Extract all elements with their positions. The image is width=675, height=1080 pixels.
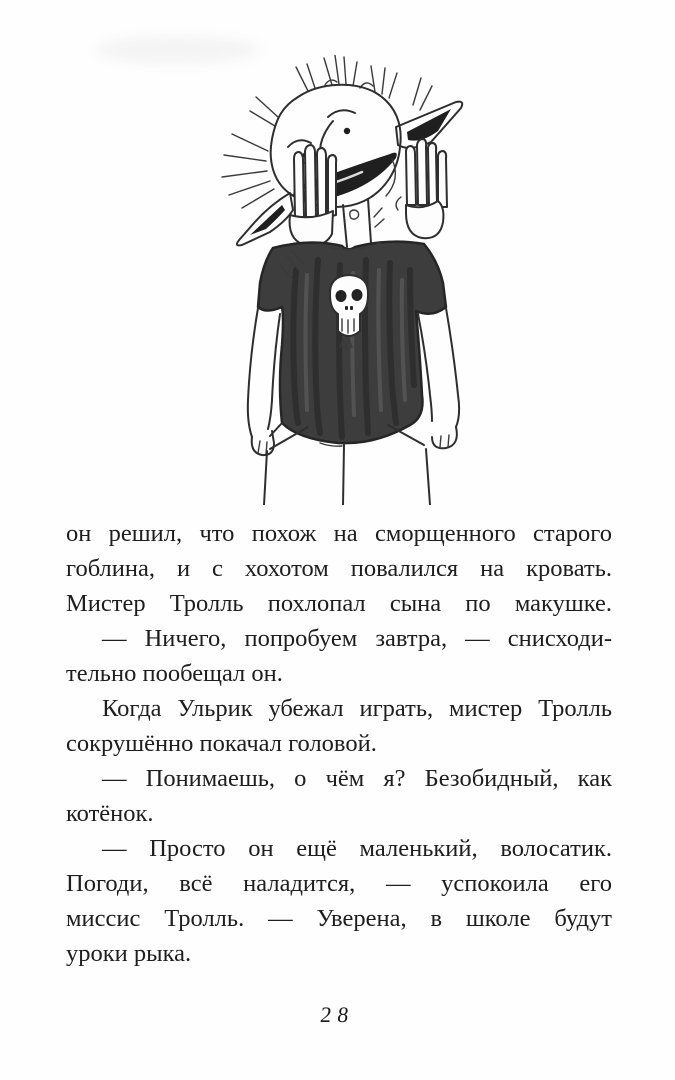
right-arm [418,308,459,448]
right-hand [396,139,447,238]
hair-tufts [250,55,432,126]
right-eyebrow [328,110,355,117]
text-line: миссис Тролль. — Уверена, в школе будут [66,905,612,932]
whiskers [222,134,274,208]
text-line: Погоди, всё наладится, — успокоила его [66,870,612,897]
text-line: котёнок. [66,800,154,827]
paragraph-4 [66,761,612,831]
text-line: гоблина, и с хохотом повалился на кровать. [66,555,612,582]
text-line: Когда Ульрик убежал играть, мистер Тролль [102,695,612,722]
right-eye [344,128,350,134]
text-line: он решил, что похож на сморщенного старого [66,520,612,547]
troll-boy-drawing-icon [170,55,510,505]
paragraph-1 [66,516,612,621]
tshirt [258,242,446,444]
text-line: — Понимаешь, о чём я? Безобидный, как [102,765,612,792]
paragraph-2 [66,621,612,691]
paragraph-5 [66,831,612,971]
text-line: — Ничего, попробуем завтра, — снисходи- [102,625,612,652]
body-text [66,516,612,971]
text-line: — Просто он ещё маленький, волосатик. [102,835,612,862]
text-line: Мистер Тролль похлопал сына по макушке. [66,590,612,617]
left-hand [290,145,337,246]
text-line: уроки рыка. [66,940,192,967]
text-line: сокрушённо покачал головой. [66,730,377,757]
troll-boy-illustration [170,55,510,505]
left-arm [248,308,280,455]
page-number: 28 [319,1002,357,1027]
paragraph-3 [66,691,612,761]
right-ear [396,102,462,148]
text-line: тельно пообещал он. [66,660,283,687]
left-ear [237,193,293,245]
